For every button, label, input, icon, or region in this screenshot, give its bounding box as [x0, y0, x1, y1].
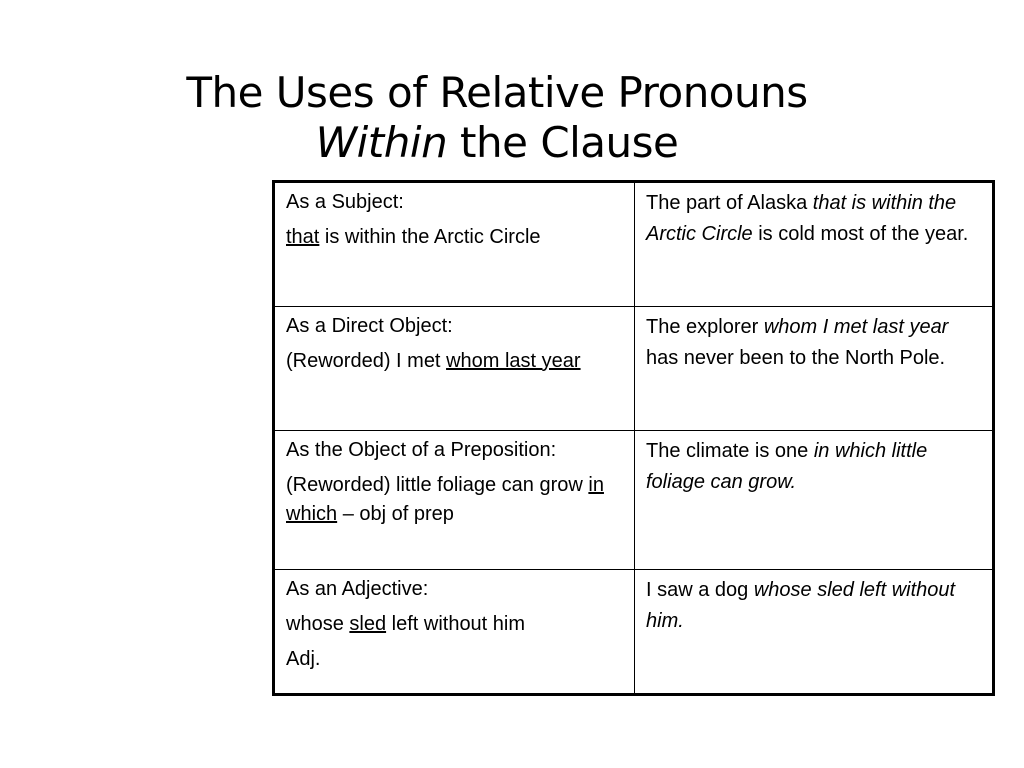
use-label: As an Adjective:: [286, 578, 429, 601]
clause-text: (Reworded) I met whom last year: [286, 349, 581, 372]
example-cell: [635, 182, 994, 307]
example-cell: [635, 306, 994, 431]
example-clause: in which little foliage can grow.: [646, 440, 928, 494]
example-sentence: The climate is one in which little foliage can grow.: [646, 440, 928, 494]
underlined-pronoun: that: [286, 226, 320, 248]
example-cell: [635, 570, 994, 695]
use-cell: [274, 182, 635, 307]
example-sentence: The part of Alaska that is within the Arctic Circle is cold most of the year.: [646, 192, 969, 245]
use-cell: [274, 431, 635, 570]
relative-pronoun-uses-table: [272, 180, 995, 696]
example-cell: [635, 431, 994, 570]
use-cell: [274, 570, 635, 695]
example-sentence: The explorer whom I met last year has never been to the North Pole.: [646, 315, 949, 369]
use-label: As the Object of a Preposition:: [286, 439, 557, 462]
use-label: As a Direct Object:: [286, 314, 453, 337]
title-italic-word: Within: [315, 118, 448, 167]
slide-title: [0, 68, 994, 168]
table-row: [274, 306, 994, 431]
clause-text: whose sled left without him: [286, 613, 526, 636]
title-line-2-rest: the Clause: [447, 118, 679, 167]
use-cell: [274, 306, 635, 431]
example-clause: whose sled left without him.: [646, 579, 956, 633]
table-row: [274, 431, 994, 570]
clause-text: that is within the Arctic Circle: [286, 226, 541, 248]
underlined-word: sled: [349, 613, 387, 636]
example-clause: that is within the Arctic Circle: [646, 192, 957, 245]
title-line-1: The Uses of Relative Pronouns: [186, 68, 808, 117]
underlined-pronoun: whom last year: [446, 349, 581, 372]
underlined-pronoun: in which: [286, 474, 604, 526]
example-clause: whom I met last year: [763, 315, 949, 338]
part-of-speech-note: Adj.: [286, 648, 321, 671]
example-sentence: I saw a dog whose sled left without him.: [646, 579, 956, 633]
use-label: As a Subject:: [286, 191, 404, 213]
title-line-2: [0, 118, 994, 168]
table-row: [274, 182, 994, 307]
clause-text: (Reworded) little foliage can grow in which – obj of prep: [286, 474, 604, 526]
table-row: [274, 570, 994, 695]
